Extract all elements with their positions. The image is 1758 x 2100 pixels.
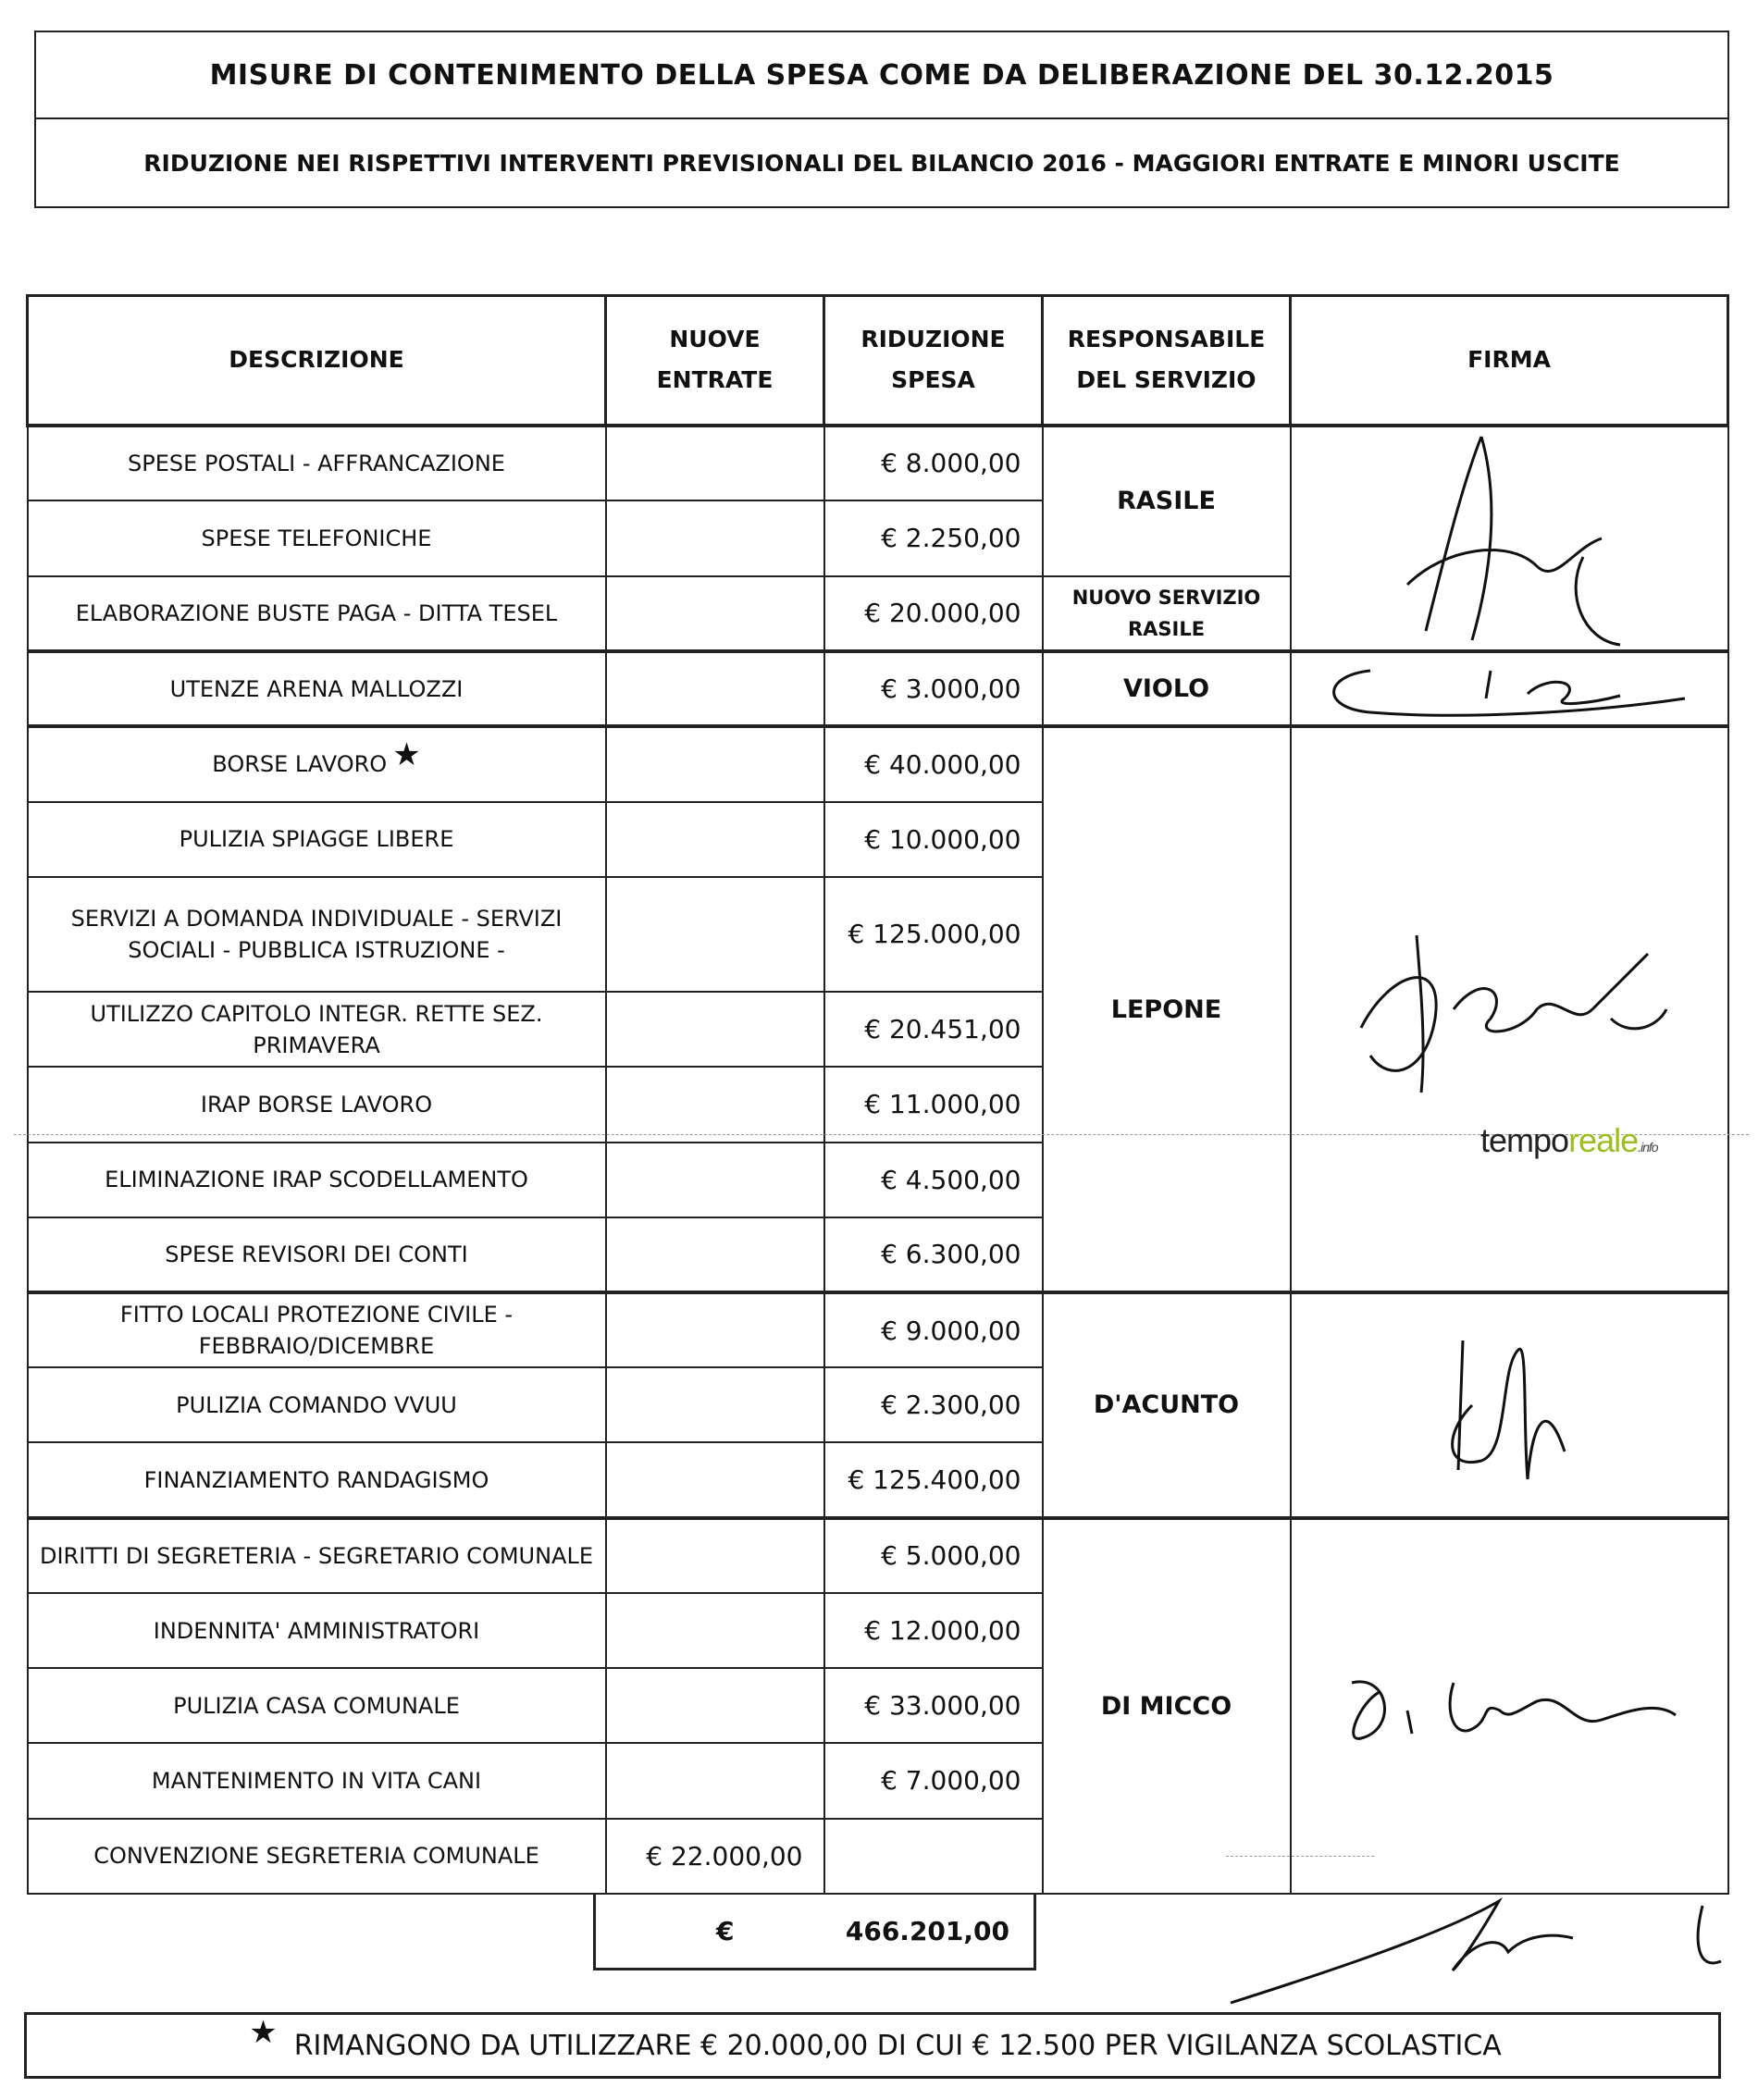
table-row [28, 1292, 1728, 1367]
watermark-part-c: .info [1638, 1140, 1658, 1155]
col-header-firma: FIRMA [1291, 296, 1728, 426]
star-icon: ★ [249, 2014, 278, 2051]
row-description [28, 726, 606, 801]
col-header-nuove-entrate [606, 296, 824, 426]
total-box [593, 1895, 1036, 1970]
table-row [28, 426, 1728, 501]
signature-bottom-icon [1221, 1887, 1739, 2007]
signature-cell-violo [1291, 651, 1728, 726]
signature-violo-icon [1315, 657, 1703, 722]
row-nuove-entrate [606, 1067, 824, 1142]
table-row [28, 726, 1728, 801]
row-nuove-entrate [606, 1143, 824, 1217]
total-value: 466.201,00 [845, 1916, 1009, 1946]
watermark-logo [1480, 1121, 1658, 1160]
scan-dotted-line [1226, 1856, 1374, 1857]
row-nuove-entrate [606, 802, 824, 877]
row-nuove-entrate [606, 500, 824, 576]
signature-cell-dimicco [1291, 1518, 1728, 1894]
row-description-text: BORSE LAVORO [212, 751, 388, 778]
row-riduzione-spesa: € 3.000,00 [824, 651, 1043, 726]
row-riduzione-spesa: € 125.000,00 [824, 877, 1043, 992]
footer-note [24, 2012, 1721, 2079]
watermark-part-a: tempo [1480, 1121, 1569, 1159]
responsabile-rasile: RASILE [1043, 426, 1291, 576]
row-riduzione-spesa: € 20.000,00 [824, 576, 1043, 652]
row-description: ELABORAZIONE BUSTE PAGA - DITTA TESEL [28, 576, 606, 652]
row-riduzione-spesa: € 2.250,00 [824, 500, 1043, 576]
row-nuove-entrate [606, 576, 824, 652]
col-header-responsabile-line1: RESPONSABILE [1067, 326, 1266, 353]
row-nuove-entrate [606, 1217, 824, 1292]
row-nuove-entrate [606, 1593, 824, 1668]
row-description: UTILIZZO CAPITOLO INTEGR. RETTE SEZ. PRIMAVERA [28, 992, 606, 1067]
row-description: INDENNITA' AMMINISTRATORI [28, 1593, 606, 1668]
row-description: MANTENIMENTO IN VITA CANI [28, 1743, 606, 1818]
responsabile-dimicco: DI MICCO [1043, 1518, 1291, 1894]
table-header-row [28, 296, 1728, 426]
row-description: DIRITTI DI SEGRETERIA - SEGRETARIO COMUNALE [28, 1518, 606, 1593]
row-nuove-entrate: € 22.000,00 [606, 1819, 824, 1894]
row-riduzione-spesa: € 9.000,00 [824, 1292, 1043, 1367]
responsabile-lepone: LEPONE [1043, 726, 1291, 1292]
watermark-part-b: reale [1568, 1121, 1639, 1159]
star-icon: ★ [392, 736, 421, 774]
row-nuove-entrate [606, 651, 824, 726]
row-nuove-entrate [606, 1518, 824, 1593]
row-description: SPESE REVISORI DEI CONTI [28, 1217, 606, 1292]
row-riduzione-spesa: € 12.000,00 [824, 1593, 1043, 1668]
row-riduzione-spesa [824, 1819, 1043, 1894]
signature-cell-lepone [1291, 726, 1728, 1292]
row-nuove-entrate [606, 992, 824, 1067]
col-header-nuove-entrate-line2: ENTRATE [656, 366, 774, 394]
row-nuove-entrate [606, 1743, 824, 1818]
row-nuove-entrate [606, 426, 824, 501]
signature-dimicco-icon [1324, 1646, 1694, 1766]
row-description: FINANZIAMENTO RANDAGISMO [28, 1442, 606, 1517]
row-riduzione-spesa: € 4.500,00 [824, 1143, 1043, 1217]
responsabile-dacunto: D'ACUNTO [1043, 1292, 1291, 1518]
table-row [28, 651, 1728, 726]
row-description: CONVENZIONE SEGRETERIA COMUNALE [28, 1819, 606, 1894]
row-description: FITTO LOCALI PROTEZIONE CIVILE - FEBBRAIO/DICEMBRE [28, 1292, 606, 1367]
row-nuove-entrate [606, 1292, 824, 1367]
row-riduzione-spesa: € 5.000,00 [824, 1518, 1043, 1593]
row-nuove-entrate [606, 877, 824, 992]
row-riduzione-spesa: € 7.000,00 [824, 1743, 1043, 1818]
col-header-nuove-entrate-line1: NUOVE [669, 326, 761, 353]
col-header-riduzione-spesa [824, 296, 1043, 426]
row-riduzione-spesa: € 20.451,00 [824, 992, 1043, 1067]
row-riduzione-spesa: € 125.400,00 [824, 1442, 1043, 1517]
row-description: PULIZIA COMANDO VVUU [28, 1367, 606, 1442]
row-description: SPESE POSTALI - AFFRANCAZIONE [28, 426, 606, 501]
col-header-riduzione-line1: RIDUZIONE [860, 326, 1006, 353]
row-riduzione-spesa: € 40.000,00 [824, 726, 1043, 801]
row-description: SERVIZI A DOMANDA INDIVIDUALE - SERVIZI SOCIALI - PUBBLICA ISTRUZIONE - [28, 877, 606, 992]
row-riduzione-spesa: € 10.000,00 [824, 802, 1043, 877]
responsabile-nuovo-servizio: NUOVO SERVIZIO RASILE [1043, 576, 1291, 652]
row-nuove-entrate [606, 726, 824, 801]
row-nuove-entrate [606, 1442, 824, 1517]
col-header-responsabile-line2: DEL SERVIZIO [1076, 366, 1257, 394]
row-nuove-entrate [606, 1367, 824, 1442]
row-description: IRAP BORSE LAVORO [28, 1067, 606, 1142]
row-description: PULIZIA SPIAGGE LIBERE [28, 802, 606, 877]
row-description: SPESE TELEFONICHE [28, 500, 606, 576]
total-currency: € [716, 1916, 735, 1946]
signature-cell-rasile [1291, 426, 1728, 652]
signature-dacunto-icon [1407, 1313, 1611, 1498]
signature-lepone-icon [1333, 917, 1685, 1102]
signature-rasile-icon [1370, 427, 1648, 649]
row-description: PULIZIA CASA COMUNALE [28, 1668, 606, 1743]
row-riduzione-spesa: € 8.000,00 [824, 426, 1043, 501]
document-title: MISURE DI CONTENIMENTO DELLA SPESA COME DA DELIBERAZIONE DEL 30.12.2015 [34, 31, 1729, 119]
table-row [28, 1518, 1728, 1593]
col-header-riduzione-line2: SPESA [891, 366, 975, 394]
row-description: UTENZE ARENA MALLOZZI [28, 651, 606, 726]
row-riduzione-spesa: € 6.300,00 [824, 1217, 1043, 1292]
row-description: ELIMINAZIONE IRAP SCODELLAMENTO [28, 1143, 606, 1217]
col-header-responsabile [1043, 296, 1291, 426]
row-riduzione-spesa: € 33.000,00 [824, 1668, 1043, 1743]
expense-table [26, 294, 1729, 1895]
row-nuove-entrate [606, 1668, 824, 1743]
document-subtitle: RIDUZIONE NEI RISPETTIVI INTERVENTI PREVISIONALI DEL BILANCIO 2016 - MAGGIORI ENTRATE E MINORI USCITE [34, 119, 1729, 208]
responsabile-violo: VIOLO [1043, 651, 1291, 726]
row-riduzione-spesa: € 11.000,00 [824, 1067, 1043, 1142]
row-riduzione-spesa: € 2.300,00 [824, 1367, 1043, 1442]
signature-cell-dacunto [1291, 1292, 1728, 1518]
footer-note-text: RIMANGONO DA UTILIZZARE € 20.000,00 DI CUI € 12.500 PER VIGILANZA SCOLASTICA [293, 2029, 1502, 2062]
col-header-descrizione: DESCRIZIONE [28, 296, 606, 426]
